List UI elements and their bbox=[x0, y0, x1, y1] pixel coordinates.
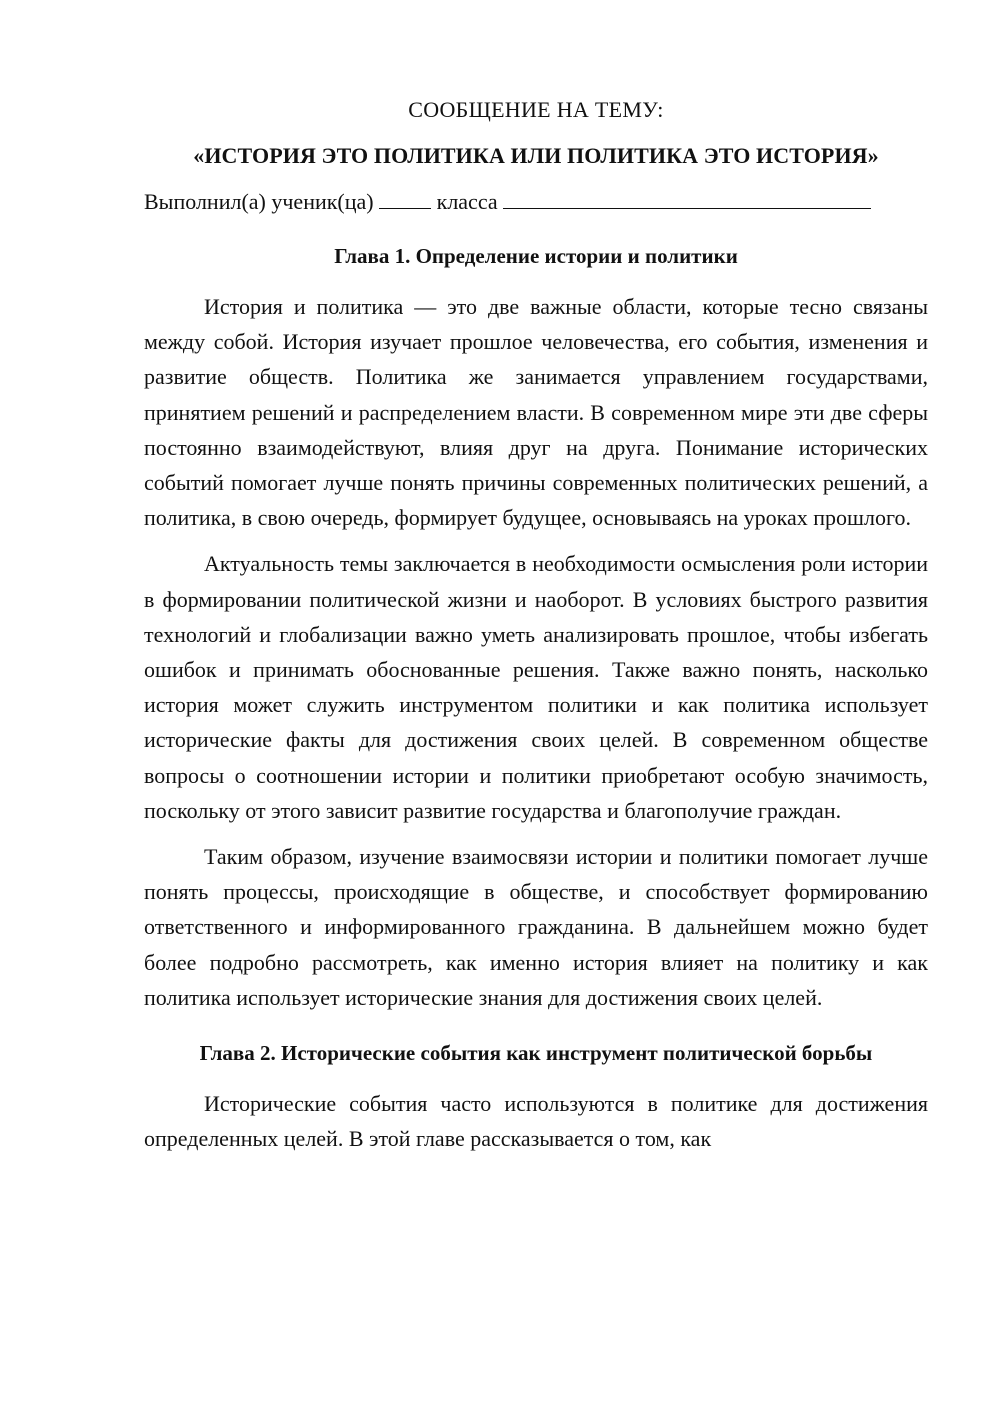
author-prefix: Выполнил(а) ученик(ца) bbox=[144, 189, 374, 214]
document-title-line-2: «ИСТОРИЯ ЭТО ПОЛИТИКА ИЛИ ПОЛИТИКА ЭТО ИСТОРИЯ» bbox=[193, 143, 879, 168]
chapter-2-heading: Глава 2. Исторические события как инструмент политической борьбы bbox=[199, 1041, 873, 1066]
document-title-line-1: СООБЩЕНИЕ НА ТЕМУ: bbox=[408, 97, 664, 122]
class-label: класса bbox=[436, 189, 498, 214]
chapter-1-paragraph-3: Таким образом, изучение взаимосвязи истории и политики помогает лучше понять процессы, происходящие в обществе, и способствует формированию ответственного и информированного гражданина. В дальнейшем можно будет более подробно рассмотреть, как именно история влияет на политику и как политика использует исторические знания для достижения своих целей. bbox=[144, 844, 928, 1010]
chapter-1-paragraph-2: Актуальность темы заключается в необходимости осмысления роли истории в формировании политической жизни и наоборот. В условиях быстрого развития технологий и глобализации важно уметь анализировать прошлое, чтобы избегать ошибок и принимать обоснованные решения. Также важно понять, насколько история может служить инструментом политики и как политика использует исторические факты для достижения своих целей. В современном обществе вопросы о соотношении истории и политики приобретают особую значимость, поскольку от этого зависит развитие государства и благополучие граждан. bbox=[144, 551, 928, 823]
document-page bbox=[144, 96, 928, 1156]
author-line bbox=[144, 188, 928, 216]
chapter-1-heading: Глава 1. Определение истории и политики bbox=[334, 244, 738, 268]
grade-blank bbox=[379, 188, 431, 209]
chapter-1-paragraph-1: История и политика — это две важные области, которые тесно связаны между собой. История изучает прошлое человечества, его события, изменения и развитие обществ. Политика же занимается управлением государствами, принятием решений и распределением власти. В современном мире эти две сферы постоянно взаимодействуют, влияя друг на друга. Понимание исторических событий помогает лучше понять причины современных политических решений, а политика, в свою очередь, формирует будущее, основываясь на уроках прошлого. bbox=[144, 294, 928, 531]
chapter-2-paragraph-1: Исторические события часто используются в политике для достижения определенных целей. В этой главе рассказывается о том, как bbox=[144, 1091, 928, 1152]
name-blank bbox=[503, 188, 871, 209]
